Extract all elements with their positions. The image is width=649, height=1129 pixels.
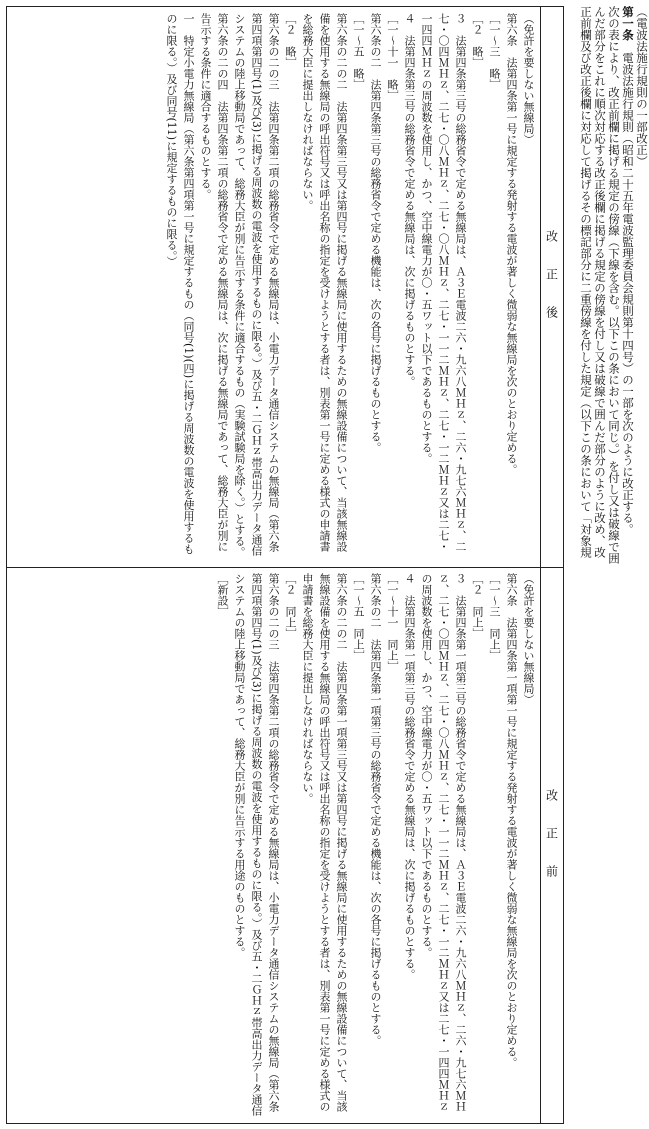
after-paragraph: 第六条 法第四条第一号に規定する発射する電波が著しく微弱な無線局を次のとおり定める。	[505, 13, 518, 475]
before-paragraph: ［一～十一 同上］	[386, 573, 399, 672]
after-paragraph: ［一～十一 略］	[386, 13, 399, 101]
after-paragraph: （免許を要しない無線局）	[522, 13, 535, 145]
before-paragraph: 第六条の二の三 法第四条第二項の総務省令で定める無線局は、小電力データ通信システムの無線局（第六条第四項第四号(1)及び(3)に掲げる周波数の電波を使用するものに限る。）及び五・二ＧＨｚ帯高出力データ通信システムの陸上移動局であって、総務大臣が別に告示する用途のものとする。	[233, 573, 280, 1116]
after-body	[11, 13, 537, 561]
after-paragraph: ［一～三 略］	[488, 13, 501, 90]
after-header-cell	[541, 7, 563, 567]
before-header-cell	[541, 568, 563, 1123]
before-paragraph: ［一～三 同上］	[488, 573, 501, 661]
before-paragraph: 第六条の二の二 法第四条第一項第三号又は第四号に掲げる無線局に使用するための無線設備について、当該無線設備を使用する無線局の呼出符号又は呼出名称の指定を受けようとする者は、別表第一号に定める様式の申請書を総務大臣に提出しなければならない。	[301, 573, 348, 1112]
before-body	[11, 573, 537, 1119]
section-divider	[7, 567, 563, 568]
intro-text-2: 次の表により、改正前欄に掲げる規定の傍線（下線を含む。以下この条において同じ。）を付し又は破線で囲んだ部分をこれに順次対応する改正後欄に掲げる規定の傍線を付し又は破線で囲んだ部分のように改め、改正前欄及び改正後欄に対応して掲げるその標記部分に二重傍線を付した規定（以下この条において「対象規	[579, 6, 621, 564]
intro-title: （電波法施行規則の一部改正）	[635, 6, 649, 167]
before-paragraph: ［２ 同上］	[284, 573, 297, 639]
before-paragraph: 第六条の二 法第四条第一項第三号の総務省令で定める機能は、次の各号に掲げるものとする。	[369, 573, 382, 1046]
before-paragraph: 第六条 法第四条第一項第一号に規定する発射する電波が著しく微弱な無線局を次のとおり定める。	[505, 573, 518, 1068]
after-paragraph: ［２ 略］	[284, 13, 297, 68]
before-header: 改正前	[544, 788, 559, 903]
before-paragraph: ４ 法第四条第一項第三号の総務省令で定める無線局は、次に掲げるものとする。	[403, 573, 416, 980]
before-paragraph: （免許を要しない無線局）	[522, 573, 535, 705]
before-paragraph: ［一～五 同上］	[352, 573, 365, 661]
after-paragraph: 第六条の二の二 法第四条第三号又は第四号に掲げる無線局に使用するための無線設備について、当該無線設備を使用する無線局の呼出符号又は呼出名称の指定を受けようとする者は、別表第一号に定める様式の申請書を総務大臣に提出しなければならない。	[301, 13, 348, 552]
intro-text-1-body: 電波法施行規則（昭和二十五年電波監理委員会規則第十四号）の一部を次のように改正する。	[621, 52, 635, 535]
after-paragraph: 一 特定小電力無線局（第六条第四項第一号に規定するもの（同号(1)(四)に掲げる周波数の電波を使用するものに限る。）及び同号(11)に規定するものに限る。）	[165, 13, 195, 555]
after-paragraph: ４ 法第四条第三号の総務省令で定める無線局は、次に掲げるものとする。	[403, 13, 416, 387]
article-label: 第一条	[621, 6, 635, 41]
comparison-table	[6, 6, 564, 1124]
after-paragraph: 第六条の二の三 法第四条第二項の総務省令で定める無線局は、小電力データ通信システムの無線局（第六条第四項第四号(1)及び(3)に掲げる周波数の電波を使用するものに限る。）及び五・二ＧＨｚ帯高出力データ通信システムの陸上移動局であって、総務大臣が別に告示する条件に適合するもの（実験試験局を除く。）とする。	[233, 13, 280, 558]
after-paragraph: 第六条の二の四 法第四条第二項の総務省令で定める無線局は、次に掲げる無線局であって、総務大臣が別に告示する条件に適合するものとする。	[199, 13, 229, 552]
after-header: 改正後	[544, 230, 559, 344]
before-paragraph: ［２ 同上］	[471, 573, 484, 639]
after-paragraph: ［一～五 略］	[352, 13, 365, 90]
after-paragraph: ３ 法第四条第三号の総務省令で定める無線局は、Ａ３Ｅ電波二六・九六八ＭＨｚ、二六・九七六ＭＨｚ、二七・〇四ＭＨｚ、二七・〇八ＭＨｚ、二七・〇八ＭＨｚ、二七・一一二ＭＨｚ、二七・一二ＭＨｚ又は二七・一四四ＭＨｚの周波数を使用し、かつ、空中線電力が〇・五ワット以下であるものとする。	[420, 13, 467, 552]
before-paragraph: ［新設］	[216, 573, 229, 617]
article-intro	[579, 6, 649, 566]
intro-text-1	[621, 6, 635, 566]
after-paragraph: 第六条の二 法第四条第三号の総務省令で定める機能は、次の各号に掲げるものとする。	[369, 13, 382, 453]
after-paragraph: ［２ 略］	[471, 13, 484, 68]
before-paragraph: ３ 法第四条第一項第三号の総務省令で定める無線局は、Ａ３Ｅ電波二六・九六八ＭＨｚ、二六・九七六ＭＨｚ、二七・〇四ＭＨｚ、二七・〇八ＭＨｚ、二七・一一二ＭＨｚ、二七・一二ＭＨｚ又は二七・一四四ＭＨｚの周波数を使用し、かつ、空中線電力が〇・五ワット以下であるものとする。	[420, 573, 467, 1112]
